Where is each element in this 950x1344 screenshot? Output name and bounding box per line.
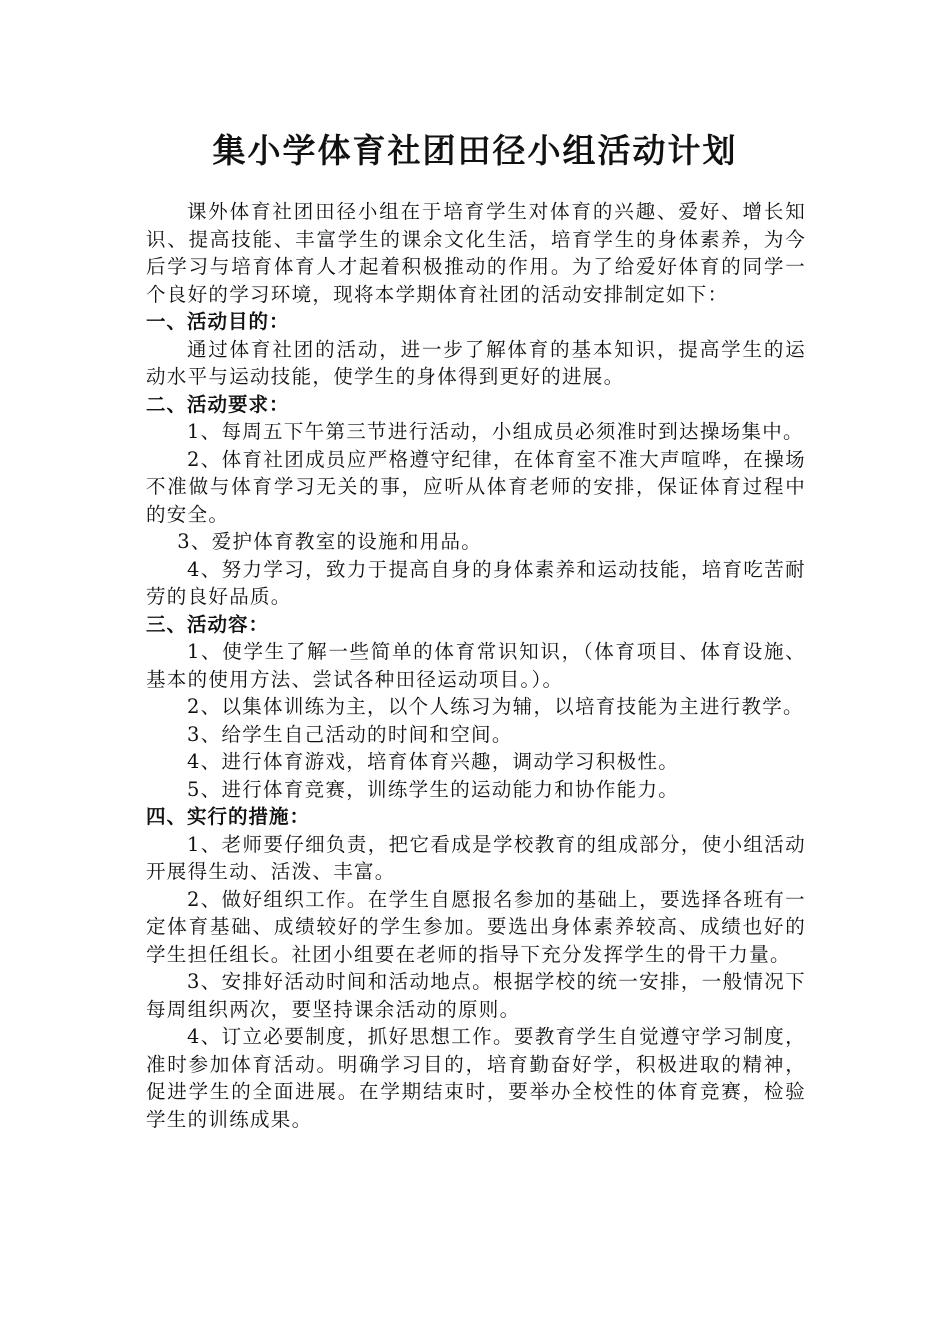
section-content [146,611,806,804]
list-item: 3、爱护体育教室的设施和用品。 [177,530,483,553]
section-measures [146,803,806,1133]
section-heading: 二、活动要求： [146,392,290,416]
section-purpose [146,308,806,391]
list-item: 2、体育社团成员应严格遵守纪律，在体育室不准大声喧哗，在操场不准做与体育学习无关的事，应听从体育老师的安排，保证体育过程中的安全。 [146,447,806,526]
list-item: 2、做好组织工作。在学生自愿报名参加的基础上，要选择各班有一定体育基础、成绩较好的学生参加。要选出身体素养较高、成绩也好的学生担任组长。社团小组要在老师的指导下充分发挥学生的骨干力量。 [146,887,806,966]
document-title: 集小学体育社团田径小组活动计划 [212,131,738,170]
section-heading: 四、实行的措施： [146,805,311,828]
list-item: 1、每周五下午第三节进行活动，小组成员必须准时到达操场集中。 [186,420,804,443]
list-item: 1、老师要仔细负责，把它看成是学校教育的组成部分，使小组活动开展得生动、活泼、丰富。 [146,832,806,883]
list-item: 4、进行体育游戏，培育体育兴趣，调动学习积极性。 [186,750,680,773]
list-item: 5、进行体育竞赛，训练学生的运动能力和协作能力。 [186,777,680,801]
section-paragraph: 通过体育社团的活动，进一步了解体育的基本知识，提高学生的运动水平与运动技能，使学生的身体得到更好的进展。 [146,337,806,388]
list-item: 3、安排好活动时间和活动地点。根据学校的统一安排，一般情况下每周组织两次，要坚持课余活动的原则。 [146,970,806,1021]
list-item: 3、给学生自己活动的时间和空间。 [186,722,513,746]
list-item: 4、努力学习，致力于提高自身的身体素养和运动技能，培育吃苦耐劳的良好品质。 [146,557,806,608]
list-item: 2、以集体训练为主，以个人练习为辅，以培育技能为主进行教学。 [186,695,804,718]
intro-paragraph: 课外体育社团田径小组在于培育学生对体育的兴趣、爱好、增长知识、提高技能、丰富学生的课余文化生活，培育学生的身体素养，为今后学习与培育体育人才起着积极推动的作用。为了给爱好体育的同学一个良好的学习环境，现将本学期体育社团的活动安排制定如下： [146,200,806,306]
section-heading: 一、活动目的： [146,310,290,333]
list-item: 4、订立必要制度，抓好思想工作。要教育学生自觉遵守学习制度，准时参加体育活动。明确学习目的，培育勤奋好学，积极进取的精神，促进学生的全面进展。在学期结束时，要举办全校性的体育竞赛，检验学生的训练成果。 [146,1025,806,1131]
list-item: 1、使学生了解一些简单的体育常识知识，（体育项目、体育设施、基本的使用方法、尝试各种田径运动项目。）。 [146,640,806,691]
section-requirements [146,391,806,611]
document-body [146,198,806,1133]
section-heading: 三、活动容： [146,612,270,636]
